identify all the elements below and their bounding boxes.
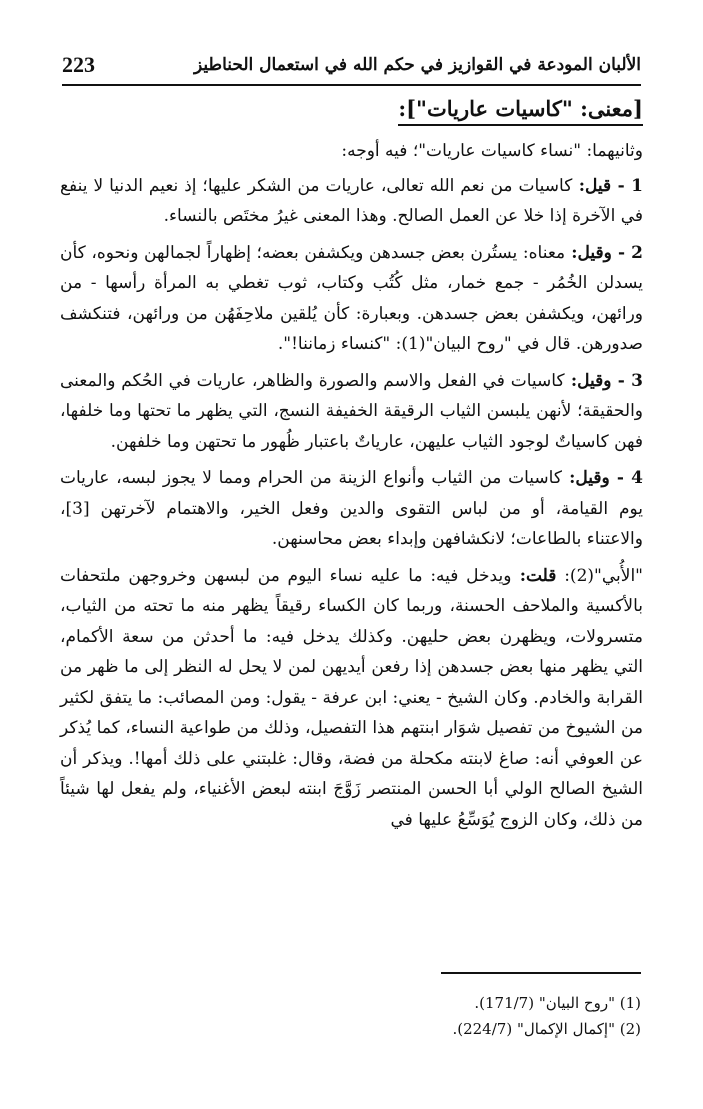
paragraph-3 <box>60 366 643 458</box>
footnote-rule <box>441 972 641 974</box>
page-body <box>60 96 643 841</box>
footnote-2: (2) "إكمال الإكمال" (224/7). <box>452 1020 641 1038</box>
item-label: وقيل: <box>564 370 612 391</box>
header-rule <box>62 84 641 86</box>
item-label: وقيل: <box>561 468 610 488</box>
item-number: 1 - <box>611 175 643 196</box>
paragraph-text: كاسيات من الثياب وأنواع الزينة من الحرام ومما لا يجوز لبسه، عاريات يوم القيامة، أو من لباس التقوى والدين وفعل الخير، والاهتمام لآخرتهن [3]، والاعتناء بالطاعات؛ لانكشافهن وإبداء بعض محاسنهن. <box>60 468 643 549</box>
item-number: 2 - <box>611 242 643 263</box>
paragraph-text: كاسيات في الفعل والاسم والصورة والظاهر، عاريات في الحُكم والمعنى والحقيقة؛ لأنهن يلبسن الثياب الرقيقة الخفيفة النسج، التي يظهر ما تحتها وما خلفها، فهن كاسياتٌ لوجود الثياب عليهن، عارياتٌ باعتبار ظُهور ما تحتهن وما خلفهن. <box>60 370 643 452</box>
item-label: وقيل: <box>565 242 612 263</box>
header-title: الألبان المودعة في القوازيز في حكم الله في استعمال الحناطيز <box>194 55 641 75</box>
paragraph-text: ويدخل فيه: ما عليه نساء اليوم من لبسهن وخروجهن ملتحفات بالأكسية والملاحف الحسنة، وربما كان الكساء رقيقاً يظهر منه ما تحته من الثياب، متسرولات، ويظهرن بعض حليهن. وكذلك يدخل فيه: ما أحدثن من سعة الأكمام، التي يظهر منها بعض جسدهن إذا رفعن أيديهن لمن لا يحل له النظر إلى ما ظهر من القرابة والخادم. وكان الشيخ - يعني: ابن عرفة - يقول: ومن المصائب: ما يتفق لكثير من الشيوخ من تفصيل شوَار ابنتهم هذا التفصيل، وذلك من طواعية النساء، كما يُذكر عن العوفي أنه: صاغ لابنته مكحلة من فضة، وقال: غلبتني على ذلك أمها!. ويذكر أن الشيخ الصالح الولي أبا الحسن المنتصر زَوَّجَ ابنته لبعض الأغنياء، ولم يفعل لها شيئاً من ذلك، وكان الزوج يُوَسِّعُ عليها في <box>60 565 643 830</box>
section-heading: [معنى: "كاسيات عاريات"]: <box>398 96 643 126</box>
item-number: 4 - <box>609 468 643 488</box>
quote-source: "الأُبي"(2): <box>556 565 643 586</box>
footnotes <box>62 990 641 1042</box>
paragraph-1 <box>60 171 643 232</box>
paragraph-2 <box>60 238 643 360</box>
item-label: قلت: <box>511 565 557 586</box>
paragraph-text: معناه: يستُرن بعض جسدهن ويكشفن بعضه؛ إظهاراً لجمالهن ونحوه، كأن يسدلن الخُمُر - جمع خمار، مثل كُتُب وكتاب، ثوب تغطي به المرأة رأسها - من ورائهن، ويكشفن بعض جسدهن. وبعبارة: كأن يُلقين ملاحِفَهُن من ورائهن، فتنكشف صدورهن. قال في "روح البيان"(1): "كنساء زماننا!". <box>60 242 643 354</box>
paragraph-5 <box>60 561 643 836</box>
intro-paragraph: وثانيهما: "نساء كاسيات عاريات"؛ فيه أوجه: <box>341 141 643 161</box>
running-header <box>62 48 641 82</box>
item-label: قيل: <box>572 175 612 196</box>
page-number: 223 <box>62 52 95 77</box>
paragraph-4 <box>60 463 643 555</box>
item-number: 3 - <box>611 370 643 391</box>
paragraph-text: كاسيات من نعم الله تعالى، عاريات من الشكر عليها؛ إذ نعيم الدنيا لا ينفع في الآخرة إذا خلا عن العمل الصالح. وهذا المعنى غيرُ مختَص بالنساء. <box>60 175 643 226</box>
footnote-1: (1) "روح البيان" (171/7). <box>474 994 641 1012</box>
